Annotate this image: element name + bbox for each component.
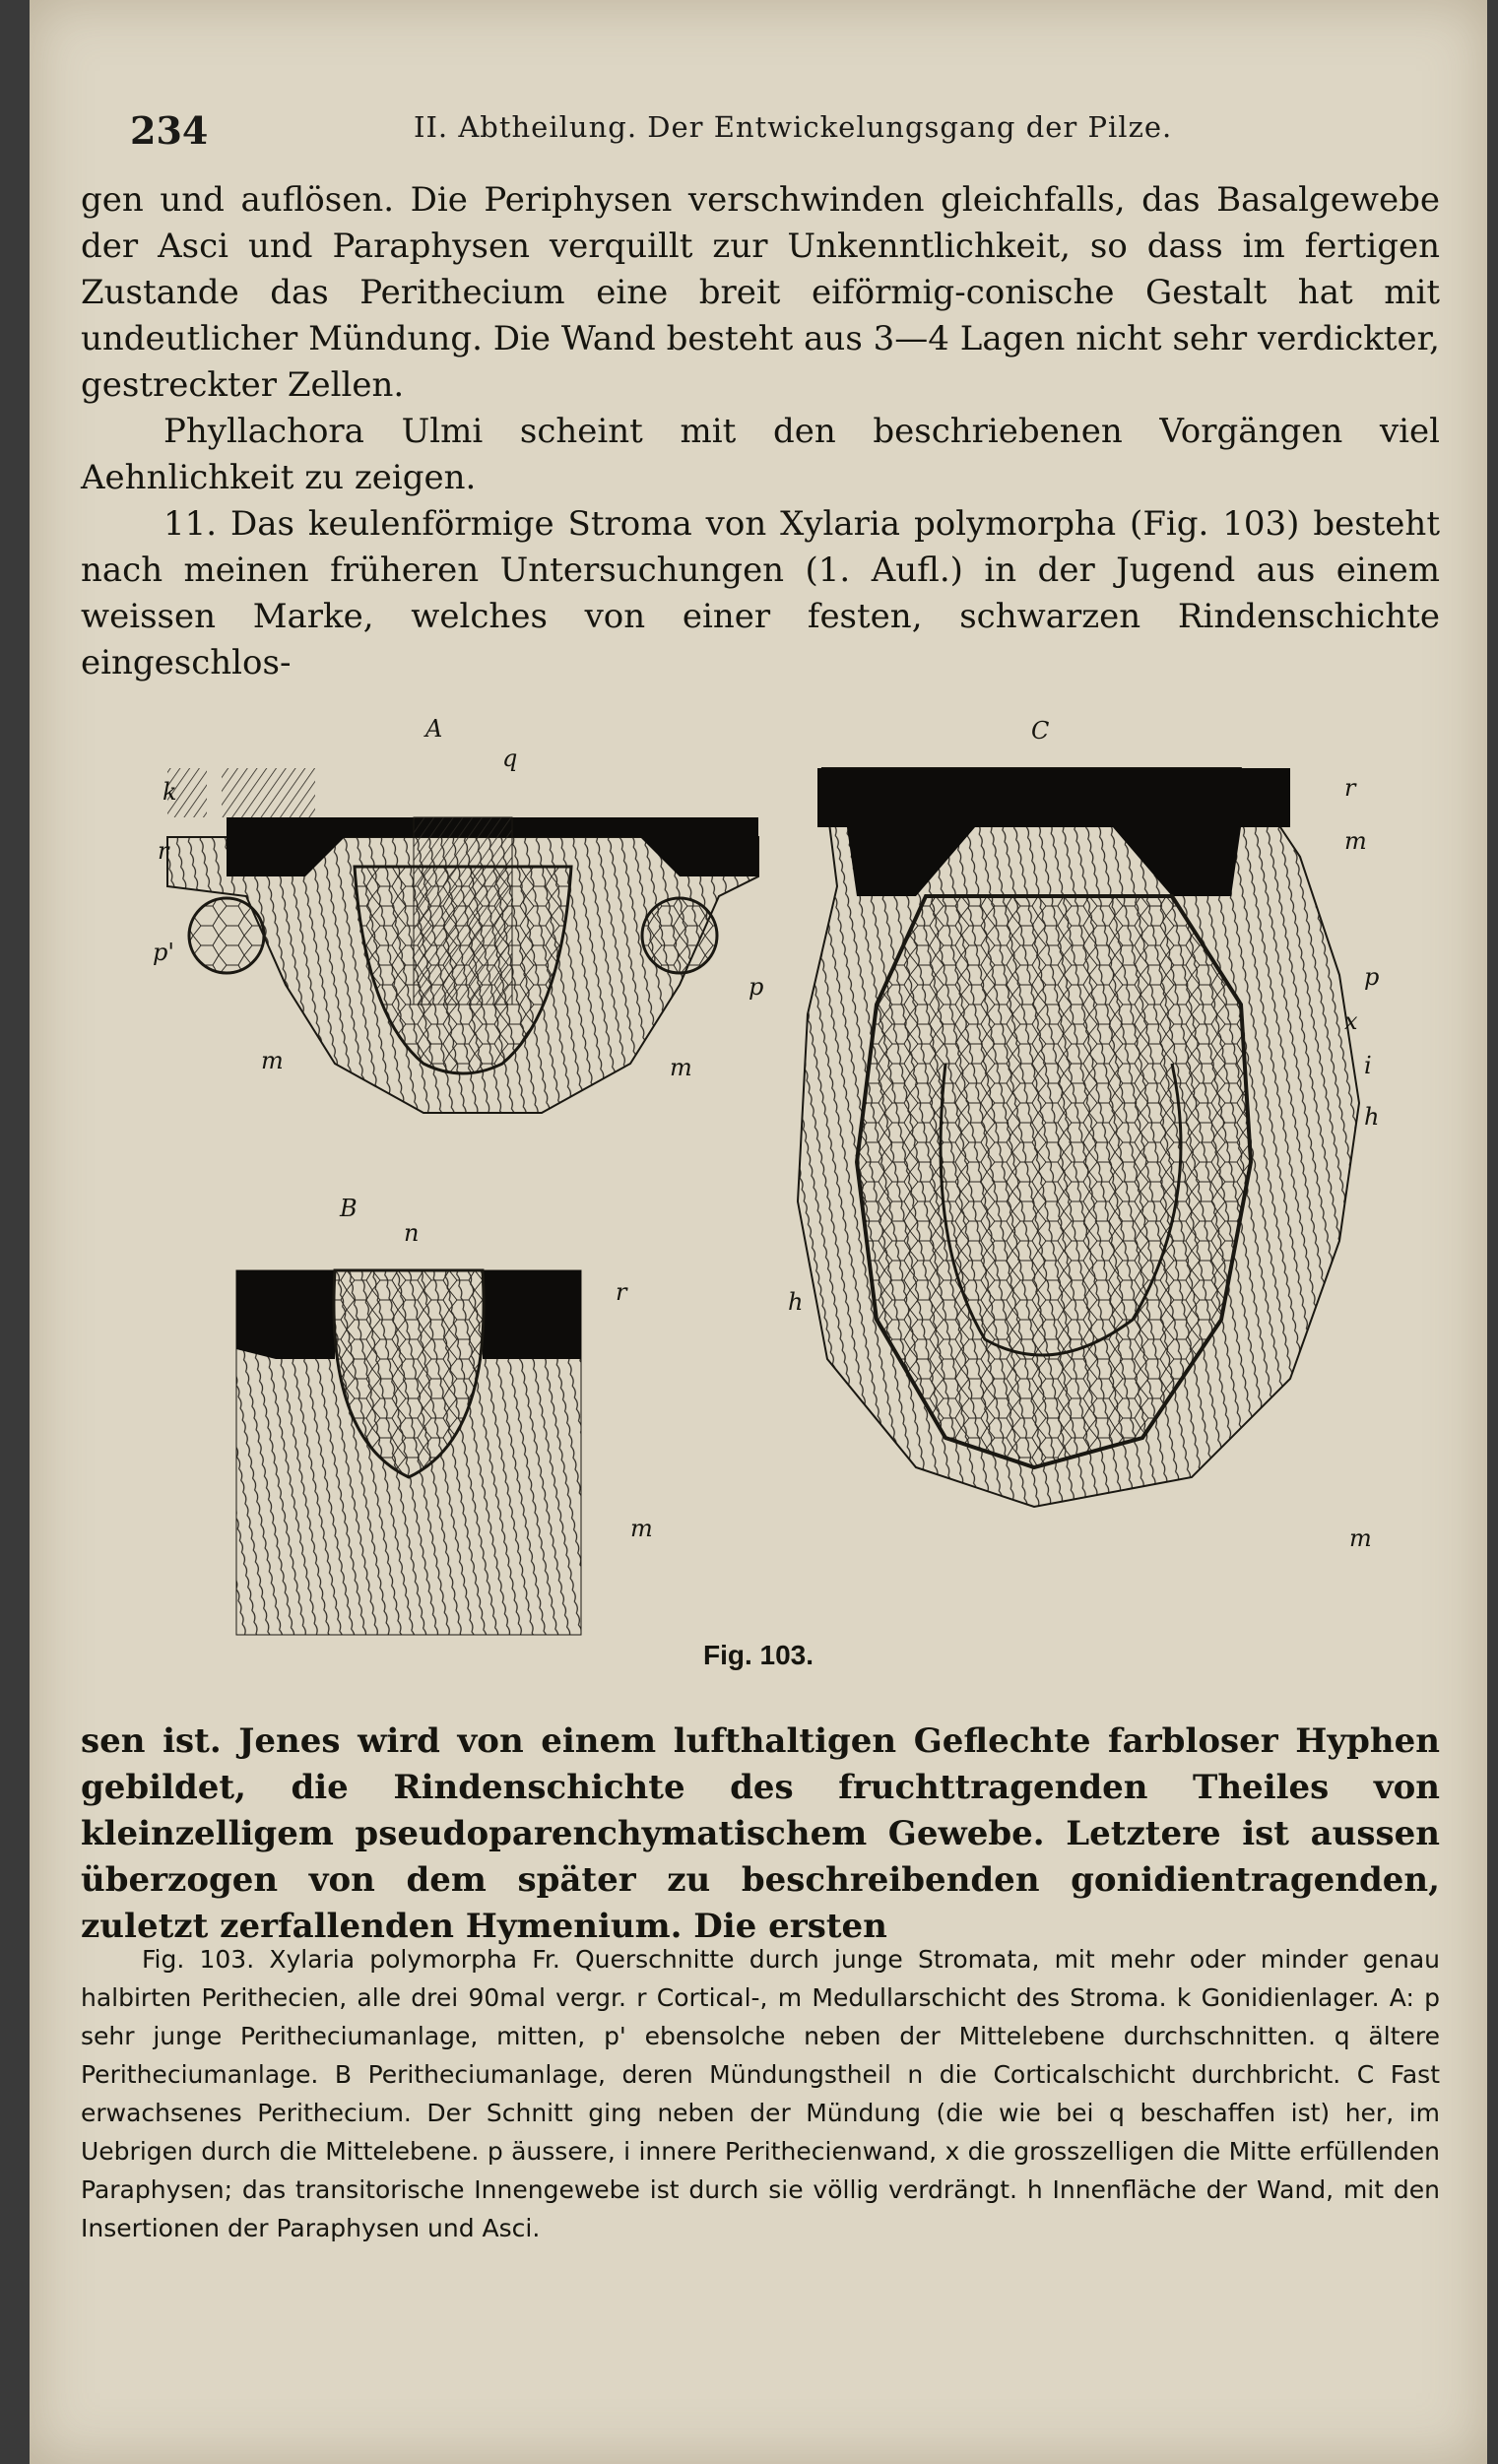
page-number: 234: [130, 108, 209, 153]
drawing-c: [798, 717, 1379, 1552]
figure-label: Fig. 103.: [702, 1640, 814, 1670]
drawing-b: [236, 1195, 803, 1635]
label-k: k: [163, 778, 177, 806]
label-m-c2: m: [1349, 1524, 1372, 1552]
label-r-c: r: [1344, 774, 1356, 802]
label-h-c: h: [1364, 1103, 1380, 1131]
label-B: B: [340, 1195, 358, 1222]
label-A: A: [425, 715, 443, 743]
label-r: r: [158, 837, 169, 865]
paragraph-bottom: sen ist. Jenes wird von einem lufthaltigen Geflechte farbloser Hyphen gebildet, die Rindenschichte des fruchttragenden Theiles von kleinzelligem pseudoparenchymatischem Gewebe. Letztere ist aussen überzogen von dem später zu beschreibenden gonidientragenden, zuletzt zerfallenden Hymenium. Die ersten: [81, 1721, 1440, 1946]
cortex-layer: [236, 1270, 335, 1359]
label-r-b: r: [616, 1278, 627, 1306]
figure-103: [153, 689, 1467, 1694]
paragraph-xylaria: 11. Das keulenförmige Stroma von Xylaria polymorpha (Fig. 103) besteht nach meinen früheren Untersuchungen (1. Aufl.) in der Jugend aus einem weissen Marke, welches von einer festen, schwarzen Rindenschichte eingeschlos-: [81, 504, 1440, 682]
label-m-2: m: [670, 1054, 692, 1081]
book-page: [30, 0, 1487, 2464]
label-C: C: [1031, 717, 1050, 745]
cortex-layer: [483, 1270, 581, 1359]
page-header: [79, 108, 1428, 167]
label-m: m: [261, 1047, 284, 1074]
paragraph-continuation: gen und auflösen. Die Periphysen verschwinden gleichfalls, das Basalgewebe der Asci und Paraphysen verquillt zur Unkenntlichkeit, so dass im fertigen Zustande das Perithecium eine breit eiförmig-conische Gestalt hat mit undeutlicher Mündung. Die Wand besteht aus 3—4 Lagen nicht sehr verdickter, gestreckter Zellen.: [81, 180, 1440, 405]
bottom-text-block: [81, 1718, 1440, 1950]
perithecium-q: [642, 898, 717, 973]
top-text-block: [81, 177, 1440, 686]
label-p: p: [749, 973, 764, 1001]
label-p-c: p: [1364, 963, 1380, 991]
running-title: II. Abtheilung. Der Entwickelungsgang der Pilze.: [414, 110, 1173, 144]
drawing-a: [153, 715, 763, 1113]
label-n: n: [404, 1219, 420, 1247]
caption-text: Fig. 103. Xylaria polymorpha Fr. Querschnitte durch junge Stromata, mit mehr oder minder genau halbirten Perithecien, alle drei 90mal vergr. r Cortical-, m Medullarschicht des Stroma. k Gonidienlager. A: p sehr junge Peritheciumanlage, mitten, p' ebensolche neben der Mittelebene durchschnitten. q ältere Peritheciumanlage. B Peritheciumanlage, deren Mündungstheil n die Corticalschicht durchbricht. C Fast erwachsenes Perithecium. Der Schnitt ging neben der Mündung (die wie bei q beschaffen ist) her, im Uebrigen durch die Mittelebene. p äussere, i innere Perithecienwand, x die grosszelligen die Mitte erfüllenden Paraphysen; das transitorische Innengewebe ist durch sie völlig verdrängt. h Innenfläche der Wand, mit den Insertionen der Paraphysen und Asci.: [81, 1945, 1440, 2242]
label-i: i: [1364, 1052, 1372, 1079]
label-x: x: [1344, 1007, 1358, 1035]
label-m-c: m: [1344, 827, 1367, 855]
label-q: q: [502, 745, 518, 772]
paragraph-phyllachora: Phyllachora Ulmi scheint mit den beschriebenen Vorgängen viel Aehnlichkeit zu zeigen.: [81, 412, 1440, 497]
figure-caption: [81, 1940, 1440, 2247]
label-h-b: h: [788, 1288, 804, 1316]
label-m-b: m: [630, 1515, 653, 1542]
gonidial-layer: [222, 768, 315, 817]
label-p-prime: p': [153, 939, 174, 966]
perithecium-p-prime: [189, 898, 264, 973]
